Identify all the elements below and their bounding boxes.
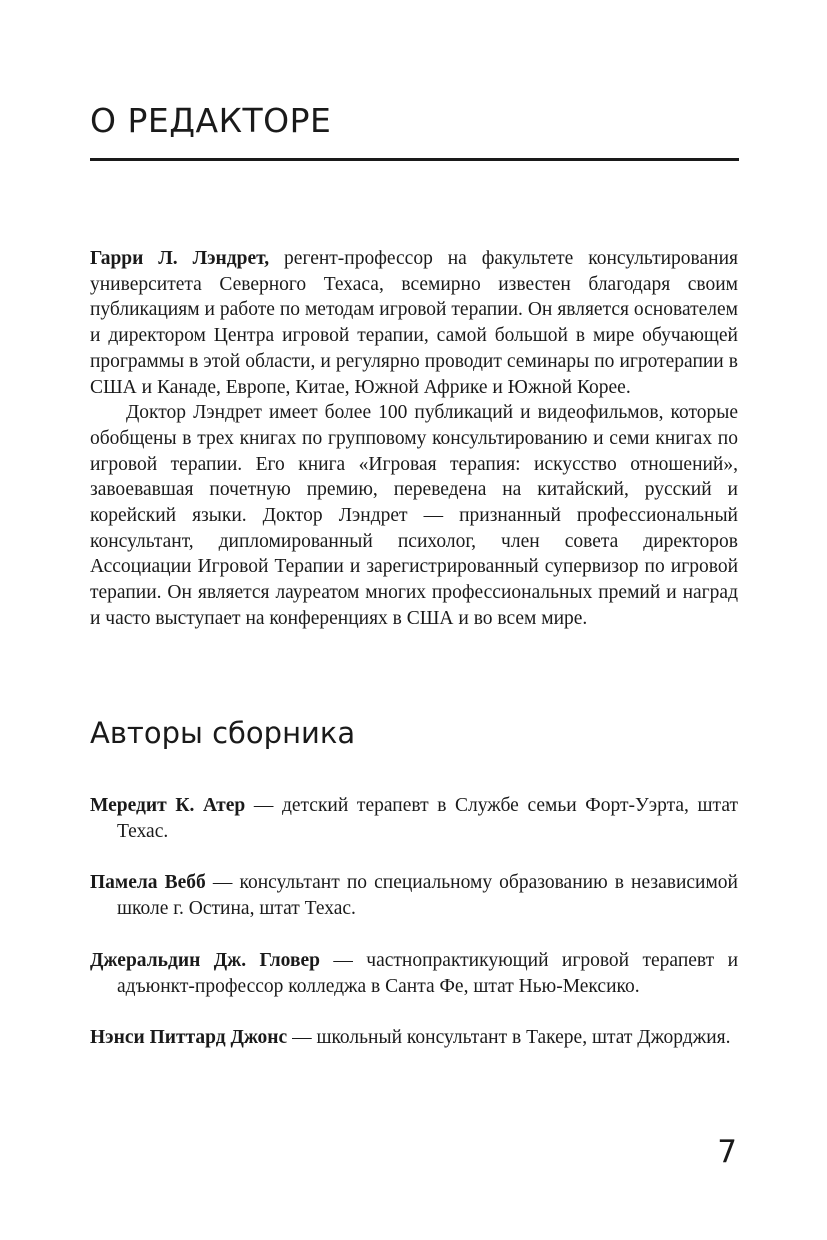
contributor-description: — детский терапевт в Службе семьи Форт-Уэрта, штат Техас. [117,795,738,842]
editor-bio [90,246,738,632]
contributor-description: — консультант по специальному образованию в независимой школе г. Остина, штат Техас. [117,872,738,920]
contributors-list [90,793,738,1077]
contributor-name: Нэнси Питтард Джонс [90,1027,288,1049]
contributors-heading: Авторы сборника [90,716,356,750]
editor-name: Гарри Л. Лэндрет, [90,248,270,269]
contributor-description: — школьный консультант в Такере, штат Джорджия. [287,1027,731,1049]
contributor-name: Джеральдин Дж. Гловер [90,949,320,971]
heading-divider [90,158,739,161]
contributor-entry [90,948,738,999]
contributor-entry [90,1025,738,1051]
editor-bio-paragraph-2: Доктор Лэндрет имеет более 100 публикаций и видеофильмов, которые обобщены в трех книгах по групповому консультированию и семи книгах по игровой терапии. Его книга «Игровая терапия: искусство отношений», завоевавшая почетную премию, переведена на китайский, русский и корейский языки. Доктор Лэндрет — признанный профессиональный консультант, дипломированный психолог, член совета директоров Ассоциации Игровой Терапии и зарегистрированный супервизор по игровой терапии. Он является лауреатом многих профессиональных премий и наград и часто выступает на конференциях в США и во всем мире. [90,402,738,629]
contributor-name: Мередит К. Атер [90,795,246,816]
contributor-entry [90,793,738,844]
editor-bio-text-1: регент-профессор на факультете консультирования университета Северного Техаса, всемирно известен благодаря своим публикациям и работе по методам игровой терапии. Он является основателем и директором Центра игровой терапии, самой большой в мире обучающей программы в этой области, и регулярно проводит семинары по игротерапии в США и Канаде, Европе, Китае, Южной Африке и Южной Корее. [90,248,738,398]
contributor-name: Памела Вебб [90,872,206,894]
editor-bio-paragraph-1 [90,246,738,400]
editor-section-heading: О РЕДАКТОРЕ [90,101,332,140]
contributor-description: — частнопрактикующий игровой терапевт и адъюнкт-профессор колледжа в Санта Фе, штат Нью-Мексико. [117,949,738,997]
contributor-entry [90,870,738,921]
page-number: 7 [717,1134,737,1170]
